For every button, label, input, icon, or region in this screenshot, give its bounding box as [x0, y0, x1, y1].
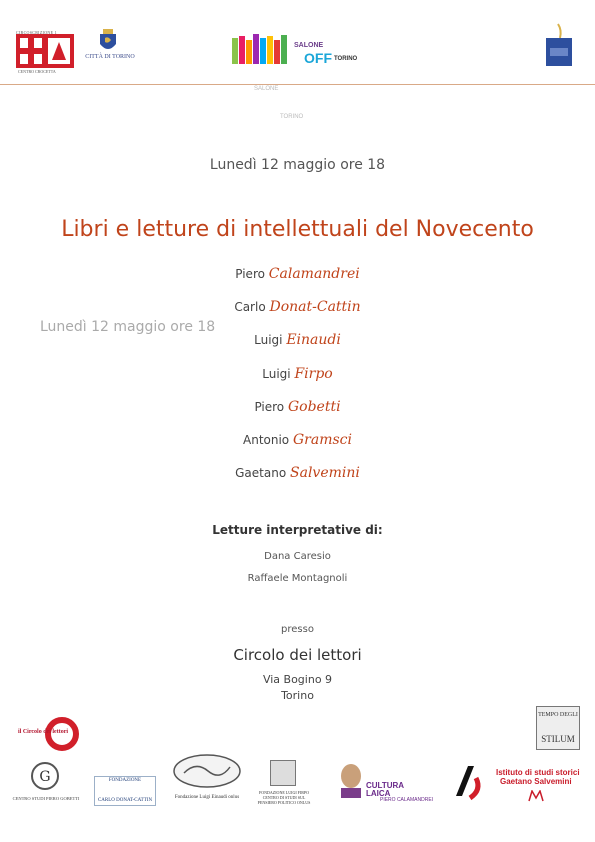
- salvemini-mark: [528, 790, 544, 802]
- salvemini-title: Istituto di studi storici: [496, 768, 580, 777]
- salone-off-logo-bars: [232, 34, 292, 66]
- author-first-name: Gaetano: [235, 466, 287, 480]
- ghost-torino: TORINO: [280, 114, 304, 120]
- svg-text:G: G: [39, 769, 51, 785]
- author-last-name: Gobetti: [287, 399, 341, 415]
- author-line: [0, 399, 595, 415]
- firpo-text: FONDAZIONE LUIGI FIRPO CENTRO DI STUDI SUL PENSIERO POLITICO ONLUS: [257, 790, 311, 805]
- donat-cattin-name: CARLO DONAT-CATTIN: [97, 798, 153, 803]
- circoscrizione-label: CIRCOSCRIZIONE 1: [16, 30, 57, 35]
- salone-word: SALONE: [294, 42, 324, 49]
- author-first-name: Luigi: [262, 367, 291, 381]
- header-divider: [0, 84, 595, 85]
- book-icon: [544, 22, 574, 68]
- einaudi-emblem: [172, 753, 242, 789]
- presso-label: presso: [281, 624, 314, 635]
- author-first-name: Piero: [235, 267, 265, 281]
- author-line: [0, 266, 595, 282]
- author-last-name: Calamandrei: [268, 266, 360, 282]
- author-line: [0, 299, 595, 315]
- gramsci-emblem: [452, 760, 492, 804]
- author-last-name: Gramsci: [292, 432, 352, 448]
- gobetti-emblem: [30, 760, 60, 792]
- address-line: Via Bogino 9: [262, 673, 333, 686]
- author-last-name: Donat-Cattin: [269, 299, 361, 315]
- event-title: Libri e letture di intellettuali del Novecento: [61, 217, 534, 242]
- letture-label: Letture interpretative di:: [212, 523, 383, 537]
- event-date: Lunedì 12 maggio ore 18: [209, 157, 386, 173]
- calamandrei-cultura: CULTURA: [366, 781, 405, 790]
- ghost-salone: SALONE: [254, 86, 279, 92]
- gobetti-text: CENTRO STUDI PIERO GOBETTI: [12, 796, 80, 801]
- author-last-name: Einaudi: [286, 332, 341, 348]
- author-last-name: Salvemini: [290, 465, 360, 481]
- author-first-name: Carlo: [234, 300, 266, 314]
- torino-word: TORINO: [334, 56, 358, 62]
- author-first-name: Luigi: [254, 333, 283, 347]
- donat-cattin-title: FONDAZIONE: [108, 778, 142, 783]
- calamandrei-laica: LAICA: [366, 789, 391, 798]
- einaudi-text: Fondazione Luigi Einaudi onlus: [174, 795, 240, 800]
- firpo-logo: [270, 760, 296, 786]
- stilum-text-bottom: STILUM: [541, 734, 575, 744]
- ghost-date: Lunedì 12 maggio ore 18: [40, 319, 216, 335]
- author-last-name: Firpo: [294, 366, 333, 382]
- calamandrei-portrait: [338, 762, 364, 798]
- off-word: OFF: [304, 50, 332, 66]
- author-line: [0, 366, 595, 382]
- reader-name: Raffaele Montagnoli: [247, 573, 348, 584]
- circoscrizione-sub: CENTRO CROCETTA: [18, 69, 56, 74]
- circolo-text: il Circolo dei lettori: [18, 729, 69, 735]
- author-first-name: Antonio: [243, 433, 290, 447]
- calamandrei-name: PIERO CALAMANDREI: [380, 797, 434, 803]
- venue-name: Circolo dei lettori: [233, 646, 362, 664]
- author-first-name: Piero: [254, 400, 285, 414]
- author-line: [0, 432, 595, 448]
- address-line: Torino: [281, 689, 314, 702]
- author-line: [0, 332, 595, 348]
- city-crest-icon: [98, 28, 118, 54]
- stilum-text-top: TEMPO DEGLI: [538, 712, 578, 718]
- author-line: [0, 465, 595, 481]
- city-name: CITTÀ DI TORINO: [85, 54, 135, 60]
- salvemini-subtitle: Gaetano Salvemini: [500, 777, 572, 786]
- reader-name: Dana Caresio: [264, 551, 331, 562]
